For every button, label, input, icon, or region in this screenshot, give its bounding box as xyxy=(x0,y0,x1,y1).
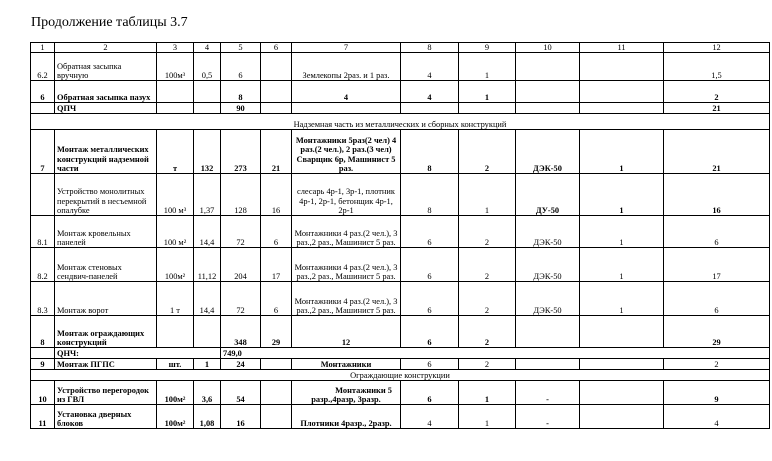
cell-equipment-count xyxy=(580,53,664,81)
cell-volume: 3,6 xyxy=(194,381,221,405)
cell-shift: 8 xyxy=(401,130,459,174)
cell-labor: 16 xyxy=(221,405,261,429)
table-row xyxy=(31,174,770,216)
cell-num xyxy=(31,103,55,114)
cell-labor: 72 xyxy=(221,282,261,316)
table-row xyxy=(31,282,770,316)
cell-labor: 204 xyxy=(221,248,261,282)
cell-unit: 1 т xyxy=(157,282,194,316)
cell-num xyxy=(31,348,55,359)
cell-machine: 16 xyxy=(261,174,292,216)
cell-work: Монтаж кровельных панелей xyxy=(55,216,157,248)
cell-shift: 6 xyxy=(401,381,459,405)
cell-unit xyxy=(157,103,194,114)
header-cell: 2 xyxy=(55,43,157,53)
table-row xyxy=(31,130,770,174)
cell-labor: 54 xyxy=(221,381,261,405)
table-row xyxy=(31,405,770,429)
crew-line: разр.,4разр, 3разр. xyxy=(311,395,381,404)
cell-labor: 72 xyxy=(221,216,261,248)
cell-equipment: ДЭК-50 xyxy=(516,130,580,174)
cell-count: 2 xyxy=(459,282,516,316)
cell-volume xyxy=(194,81,221,103)
cell-work: Установка дверных блоков xyxy=(55,405,157,429)
cell-work: Устройство монолитных перекрытий в несъемной опалубке xyxy=(55,174,157,216)
cell-unit: шт. xyxy=(157,359,194,370)
cell-unit: 100м³ xyxy=(157,53,194,81)
cell-equipment-count: 1 xyxy=(580,282,664,316)
cell-shift: 6 xyxy=(401,316,459,348)
cell-volume: 132 xyxy=(194,130,221,174)
cell-volume: 1 xyxy=(194,359,221,370)
cell-work: Монтаж стеновых сендвич-панелей xyxy=(55,248,157,282)
cell-shift: 6 xyxy=(401,248,459,282)
cell-labor: 273 xyxy=(221,130,261,174)
cell-count xyxy=(459,103,516,114)
cell-count: 2 xyxy=(459,216,516,248)
cell-machine xyxy=(261,53,292,81)
header-cell: 1 xyxy=(31,43,55,53)
cell-work: Монтаж ворот xyxy=(55,282,157,316)
cell-count: 2 xyxy=(459,248,516,282)
cell-crew: Монтажники 4 раз.(2 чел.), 3 раз.,2 раз., Машинист 5 раз. xyxy=(292,248,401,282)
cell-duration: 9 xyxy=(664,381,770,405)
cell-volume xyxy=(194,316,221,348)
cell-machine xyxy=(261,359,292,370)
header-cell: 10 xyxy=(516,43,580,53)
cell-equipment: - xyxy=(516,381,580,405)
cell-equipment xyxy=(516,81,580,103)
cell-num: 6.2 xyxy=(31,53,55,81)
cell-machine: 6 xyxy=(261,216,292,248)
cell-machine xyxy=(261,405,292,429)
cell-crew: Монтажники 4 раз.(2 чел.), 3 раз.,2 раз., Машинист 5 раз. xyxy=(292,216,401,248)
cell-num: 9 xyxy=(31,359,55,370)
cell-duration: 1,5 xyxy=(664,53,770,81)
cell-volume: 1,37 xyxy=(194,174,221,216)
cell-crew: Монтажники 4 раз.(2 чел.), 3 раз.,2 раз., Машинист 5 раз. xyxy=(292,282,401,316)
cell-crew: 4 xyxy=(292,81,401,103)
cell-unit: 100 м³ xyxy=(157,174,194,216)
cell-crew xyxy=(292,381,401,405)
header-cell: 3 xyxy=(157,43,194,53)
cell-work: Обратная засыпка вручную xyxy=(55,53,157,81)
header-cell: 7 xyxy=(292,43,401,53)
cell-duration: 16 xyxy=(664,174,770,216)
cell-equipment: ДУ-50 xyxy=(516,174,580,216)
cell-unit: 100м² xyxy=(157,381,194,405)
cell-shift xyxy=(401,103,459,114)
cell-unit xyxy=(157,81,194,103)
cell-volume xyxy=(194,103,221,114)
cell-count: 2 xyxy=(459,130,516,174)
cell-shift: 6 xyxy=(401,359,459,370)
cell-crew: слесарь 4р-1, 3р-1, плотник 4р-1, 2р-1, бетонщик 4р-1, 2р-1 xyxy=(292,174,401,216)
cell-shift: 6 xyxy=(401,282,459,316)
cell-equipment xyxy=(516,359,580,370)
table-row xyxy=(31,216,770,248)
cell-equipment-count xyxy=(580,103,664,114)
cell-num: 6 xyxy=(31,81,55,103)
cell-count: 2 xyxy=(459,316,516,348)
cell-equipment-count: 1 xyxy=(580,216,664,248)
table-row xyxy=(31,359,770,370)
header-cell: 12 xyxy=(664,43,770,53)
cell-machine: 6 xyxy=(261,282,292,316)
header-cell: 6 xyxy=(261,43,292,53)
cell-count: 1 xyxy=(459,53,516,81)
cell-labor: 348 xyxy=(221,316,261,348)
header-row xyxy=(31,43,770,53)
cell-equipment-count xyxy=(580,405,664,429)
cell-crew xyxy=(292,103,401,114)
cell-crew: Монтажники xyxy=(292,359,401,370)
cell-machine: 29 xyxy=(261,316,292,348)
cell-count: 1 xyxy=(459,405,516,429)
cell-work: Монтаж ограждающих конструкций xyxy=(55,316,157,348)
cell-equipment-count xyxy=(580,381,664,405)
cell-equipment-count xyxy=(580,81,664,103)
cell-machine xyxy=(261,81,292,103)
cell-duration: 21 xyxy=(664,103,770,114)
cell-duration: 6 xyxy=(664,216,770,248)
cell-count: 1 xyxy=(459,174,516,216)
cell-equipment-count: 1 xyxy=(580,174,664,216)
cell-labor: 749,0 xyxy=(221,348,770,359)
cell-equipment xyxy=(516,103,580,114)
cell-num: 11 xyxy=(31,405,55,429)
cell-shift: 8 xyxy=(401,174,459,216)
cell-crew: Плотники 4разр., 2разр. xyxy=(292,405,401,429)
table-row xyxy=(31,53,770,81)
table-row xyxy=(31,81,770,103)
cell-equipment: ДЭК-50 xyxy=(516,216,580,248)
cell-work: Устройство перегородок из ГВЛ xyxy=(55,381,157,405)
cell-equipment-count xyxy=(580,316,664,348)
cell-labor: 6 xyxy=(221,53,261,81)
header-cell: 5 xyxy=(221,43,261,53)
cell-crew: Землекопы 2раз. и 1 раз. xyxy=(292,53,401,81)
cell-equipment-count: 1 xyxy=(580,248,664,282)
cell-duration: 2 xyxy=(664,81,770,103)
header-cell: 8 xyxy=(401,43,459,53)
cell-equipment-count: 1 xyxy=(580,130,664,174)
cell-num xyxy=(31,174,55,216)
cell-duration: 29 xyxy=(664,316,770,348)
cell-volume: 1,08 xyxy=(194,405,221,429)
cell-equipment: - xyxy=(516,405,580,429)
cell-shift: 4 xyxy=(401,53,459,81)
cell-unit xyxy=(157,316,194,348)
cell-count: 2 xyxy=(459,359,516,370)
section-row xyxy=(31,370,770,381)
cell-count: 1 xyxy=(459,381,516,405)
cell-labor: 8 xyxy=(221,81,261,103)
cell-volume: 14,4 xyxy=(194,216,221,248)
cell-volume: 0,5 xyxy=(194,53,221,81)
cell-duration: 2 xyxy=(664,359,770,370)
cell-work: Монтаж ПГПС xyxy=(55,359,157,370)
cell-unit: т xyxy=(157,130,194,174)
cell-equipment xyxy=(516,53,580,81)
cell-equipment: ДЭК-50 xyxy=(516,248,580,282)
cell-machine: 21 xyxy=(261,130,292,174)
cell-shift: 6 xyxy=(401,216,459,248)
cell-num: 7 xyxy=(31,130,55,174)
cell-equipment: ДЭК-50 xyxy=(516,282,580,316)
cell-work: Обратная засыпка пазух xyxy=(55,81,157,103)
cell-machine xyxy=(261,103,292,114)
cell-count: 1 xyxy=(459,81,516,103)
cell-work: QПЧ xyxy=(55,103,157,114)
cell-work: Монтаж металлических конструкций надземной части xyxy=(55,130,157,174)
cell-duration: 17 xyxy=(664,248,770,282)
header-cell: 9 xyxy=(459,43,516,53)
cell-num: 8.1 xyxy=(31,216,55,248)
cell-unit: 100м² xyxy=(157,248,194,282)
cell-unit: 100м² xyxy=(157,405,194,429)
cell-num: 8.2 xyxy=(31,248,55,282)
cell-duration: 6 xyxy=(664,282,770,316)
section-row xyxy=(31,114,770,130)
header-cell: 4 xyxy=(194,43,221,53)
cell-labor: 90 xyxy=(221,103,261,114)
cell-shift: 4 xyxy=(401,405,459,429)
crew-line: Монтажники 5 xyxy=(335,385,392,395)
cell-volume: 14,4 xyxy=(194,282,221,316)
cell-crew: Монтажники 5раз(2 чел) 4 раз.(2 чел.), 2 раз.(3 чел) Сварщик 6р, Машинист 5 раз. xyxy=(292,130,401,174)
cell-equipment-count xyxy=(580,359,664,370)
cell-volume: 11,12 xyxy=(194,248,221,282)
table-caption: Продолжение таблицы 3.7 xyxy=(31,15,188,30)
cell-crew: 12 xyxy=(292,316,401,348)
cell-unit: 100 м² xyxy=(157,216,194,248)
cell-work: QНЧ: xyxy=(55,348,221,359)
cell-duration: 4 xyxy=(664,405,770,429)
cell-machine: 17 xyxy=(261,248,292,282)
table-row xyxy=(31,248,770,282)
table-row xyxy=(31,316,770,348)
cell-num: 10 xyxy=(31,381,55,405)
cell-machine xyxy=(261,381,292,405)
table-row xyxy=(31,103,770,114)
table-row xyxy=(31,348,770,359)
section-title: Надземная часть из металлических и сборных конструкций xyxy=(31,114,770,130)
cell-shift: 4 xyxy=(401,81,459,103)
section-title: Ограждающие конструкции xyxy=(31,370,770,381)
cell-num: 8 xyxy=(31,316,55,348)
header-cell: 11 xyxy=(580,43,664,53)
cell-labor: 24 xyxy=(221,359,261,370)
cell-num: 8.3 xyxy=(31,282,55,316)
cell-equipment xyxy=(516,316,580,348)
cell-labor: 128 xyxy=(221,174,261,216)
table-row xyxy=(31,381,770,405)
cell-duration: 21 xyxy=(664,130,770,174)
works-table xyxy=(30,42,770,429)
